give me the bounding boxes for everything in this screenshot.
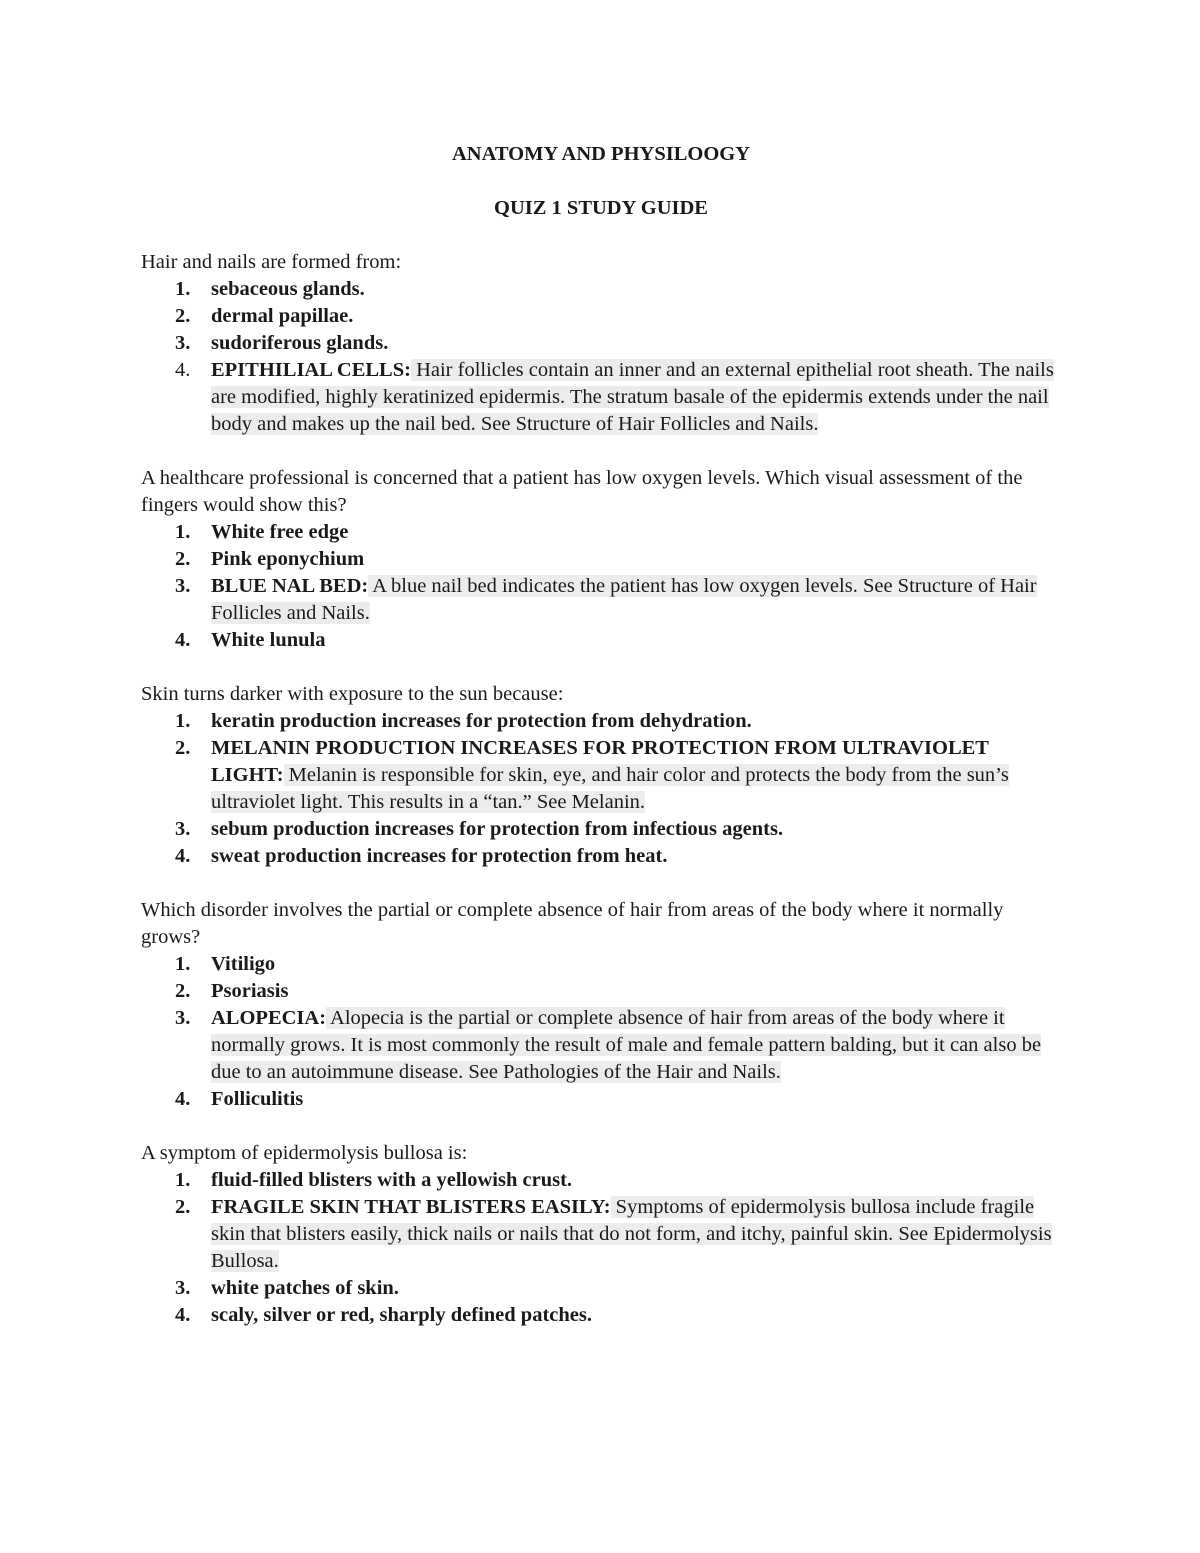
answer-option <box>175 303 1061 330</box>
answer-option <box>175 1194 1061 1275</box>
answer-number: 1. <box>175 278 191 300</box>
answer-explanation: Symptoms of epidermolysis bullosa include fragile skin that blisters easily, thick nails or nails that do not form, and itchy, painful skin. See Epidermolysis Bullosa. <box>211 1196 1052 1272</box>
answer-number: 4. <box>175 1304 191 1326</box>
answer-number: 3. <box>175 575 191 597</box>
answer-option <box>175 276 1061 303</box>
answer-number: 3. <box>175 1007 191 1029</box>
answer-number: 2. <box>175 980 191 1002</box>
answer-list <box>141 276 1061 438</box>
answer-number: 2. <box>175 737 191 759</box>
question-list <box>141 249 1061 1329</box>
answer-number: 3. <box>175 818 191 840</box>
question-text: A healthcare professional is concerned that a patient has low oxygen levels. Which visual assessment of the fingers would show this? <box>141 467 1023 516</box>
document-body <box>141 141 1061 1356</box>
answer-option <box>175 708 1061 735</box>
answer-number: 1. <box>175 953 191 975</box>
answer-number: 1. <box>175 1169 191 1191</box>
answer-list <box>141 1167 1061 1329</box>
answer-explanation: Hair follicles contain an inner and an external epithelial root sheath. The nails are modified, highly keratinized epidermis. The stratum basale of the epidermis extends under the nail body and makes up the nail bed. See Structure of Hair Follicles and Nails. <box>211 359 1054 435</box>
answer-number: 1. <box>175 521 191 543</box>
answer-number: 2. <box>175 1196 191 1218</box>
answer-text: scaly, silver or red, sharply defined patches. <box>211 1304 592 1326</box>
answer-option <box>175 1005 1061 1086</box>
answer-text: keratin production increases for protection from dehydration. <box>211 710 752 732</box>
answer-option <box>175 978 1061 1005</box>
answer-list <box>141 951 1061 1113</box>
answer-text: White free edge <box>211 521 349 543</box>
answer-option <box>175 573 1061 627</box>
answer-option <box>175 627 1061 654</box>
answer-option <box>175 735 1061 816</box>
answer-option <box>175 1275 1061 1302</box>
answer-option <box>175 357 1061 438</box>
answer-number: 4. <box>175 1088 191 1110</box>
answer-text: Folliculitis <box>211 1088 304 1110</box>
answer-text: sudoriferous glands. <box>211 332 389 354</box>
answer-option <box>175 1086 1061 1113</box>
answer-number: 4. <box>175 845 191 867</box>
answer-text: White lunula <box>211 629 326 651</box>
correct-answer-label: FRAGILE SKIN THAT BLISTERS EASILY: <box>211 1196 611 1218</box>
answer-list <box>141 519 1061 654</box>
answer-number: 2. <box>175 548 191 570</box>
answer-text: fluid-filled blisters with a yellowish crust. <box>211 1169 573 1191</box>
answer-option <box>175 330 1061 357</box>
answer-number: 1. <box>175 710 191 732</box>
answer-number: 3. <box>175 332 191 354</box>
question-text: Hair and nails are formed from: <box>141 251 402 273</box>
answer-option <box>175 843 1061 870</box>
correct-answer-label: MELANIN PRODUCTION INCREASES FOR PROTECTION FROM ULTRAVIOLET LIGHT: <box>211 737 989 786</box>
answer-option <box>175 951 1061 978</box>
answer-text: white patches of skin. <box>211 1277 399 1299</box>
answer-text: sweat production increases for protection from heat. <box>211 845 668 867</box>
answer-text: Pink eponychium <box>211 548 365 570</box>
answer-explanation: Melanin is responsible for skin, eye, and hair color and protects the body from the sun’s ultraviolet light. This results in a “tan.” See Melanin. <box>211 764 1009 813</box>
answer-option <box>175 816 1061 843</box>
answer-text: Psoriasis <box>211 980 289 1002</box>
question-text: Which disorder involves the partial or complete absence of hair from areas of the body where it normally grows? <box>141 899 1004 948</box>
answer-option <box>175 546 1061 573</box>
answer-number: 4. <box>175 629 191 651</box>
document-subtitle: QUIZ 1 STUDY GUIDE <box>494 197 708 219</box>
answer-number: 3. <box>175 1277 191 1299</box>
answer-option <box>175 1302 1061 1329</box>
answer-explanation: A blue nail bed indicates the patient has low oxygen levels. See Structure of Hair Follicles and Nails. <box>211 575 1037 624</box>
answer-text: sebaceous glands. <box>211 278 365 300</box>
answer-option <box>175 519 1061 546</box>
answer-number: 4. <box>175 359 191 381</box>
question-text: A symptom of epidermolysis bullosa is: <box>141 1142 468 1164</box>
question-text: Skin turns darker with exposure to the sun because: <box>141 683 564 705</box>
document-title: ANATOMY AND PHYSILOOGY <box>451 143 751 165</box>
answer-explanation: Alopecia is the partial or complete absence of hair from areas of the body where it normally grows. It is most commonly the result of male and female pattern balding, but it can also be due to an autoimmune disease. See Pathologies of the Hair and Nails. <box>211 1007 1042 1083</box>
answer-text: sebum production increases for protection from infectious agents. <box>211 818 784 840</box>
correct-answer-label: ALOPECIA: <box>211 1007 327 1029</box>
correct-answer-label: EPITHILIAL CELLS: <box>211 359 411 381</box>
answer-list <box>141 708 1061 870</box>
answer-option <box>175 1167 1061 1194</box>
answer-text: Vitiligo <box>211 953 276 975</box>
answer-text: dermal papillae. <box>211 305 354 327</box>
correct-answer-label: BLUE NAL BED: <box>211 575 369 597</box>
answer-number: 2. <box>175 305 191 327</box>
